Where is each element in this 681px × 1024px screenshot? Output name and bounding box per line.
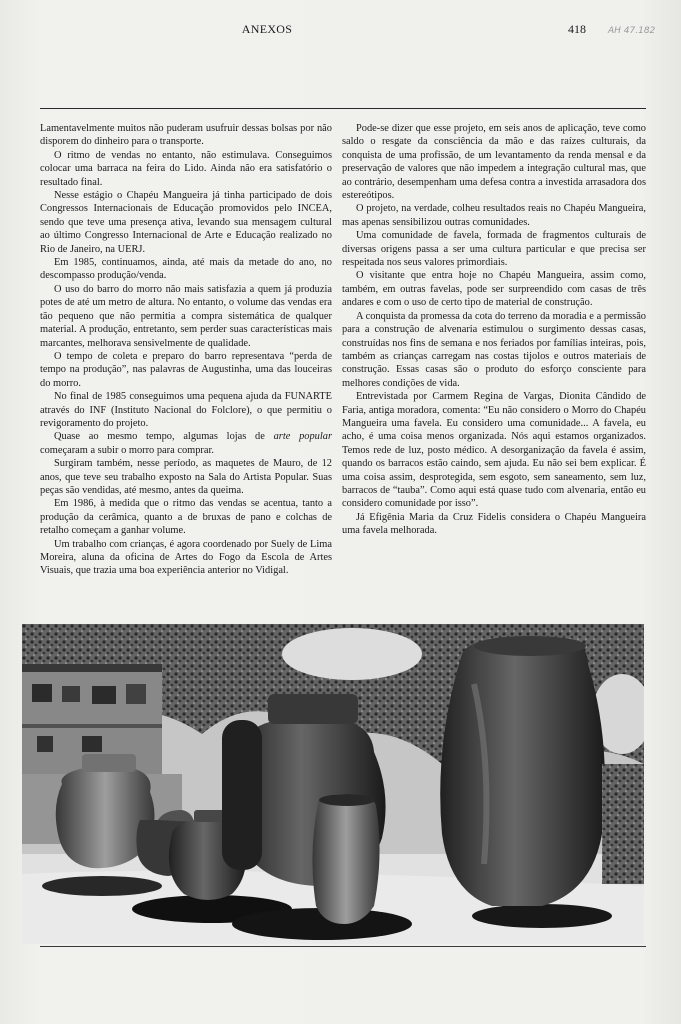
paragraph: Entrevistada por Carmem Regina de Vargas, Dionita Cândido de Faria, antiga moradora, comenta: “Eu não considero o Morro do Chapéu Mangueira uma favela. Eu considero uma comunidade... A favela, eu acho, é uma coisa menos organizada. Nós aqui estamos organizados. Temos rede de luz, posto médico. A desorganização da favela é assim, quando os barracos estão caindo, sem ajuda. Eu não sei bem explicar. É uma coisa assim, desprotegida, sem esgoto, sem saneamento, sem luz, barracos de “tauba”. Como aqui está quase tudo com alvenaria, então eu considero comunidade por isso”. <box>342 391 646 510</box>
paragraph: Um trabalho com crianças, é agora coordenado por Suely de Lima Moreira, aluna da oficina de Artes do Fogo da Escola de Artes Visuais, que trazia uma boa experiência anterior no Vidigal. <box>40 538 332 577</box>
paragraph-text: começaram a subir o morro para comprar. <box>40 444 214 456</box>
paragraph: A conquista da promessa da cota do terreno da moradia e a permissão para a construção de alvenaria estimulou o surgimento dessas casas, construídas nos fins de semana e nos feriados por famílias inteiras, pois, também as crianças carregam nas costas tijolos e outros materiais de construção. Essas casas são o produto do esforço consciente para melhores condições de vida. <box>342 310 646 389</box>
paragraph: O visitante que entra hoje no Chapéu Mangueira, assim como, também, em outras favelas, pode ser surpreendido com casas de três andares e com o uso de certo tipo de material de construção. <box>342 270 646 309</box>
handwritten-pencil-mark: AH 47.182 <box>608 26 656 36</box>
left-text-column <box>40 122 332 578</box>
paragraph: Em 1986, à medida que o ritmo das vendas se acentua, tanto a produção da cerâmica, quanto a de bruxas de pano e colchas de retalho começam a ganhar volume. <box>40 498 332 537</box>
paragraph: O tempo de coleta e preparo do barro representava “perda de tempo na produção”, nas palavras de Augustinha, uma das louceiras do morro. <box>40 350 332 389</box>
right-text-column <box>342 122 646 538</box>
paragraph: Surgiram também, nesse período, as maquetes de Mauro, de 12 anos, que teve seu trabalho exposto na Sala do Artista Popular. Suas peças são vendidas, até mesmo, antes da queima. <box>40 458 332 496</box>
page-number: 418 <box>568 22 586 36</box>
footer-rule <box>40 946 646 947</box>
paragraph <box>40 430 332 457</box>
paragraph: O projeto, na verdade, colheu resultados reais no Chapéu Mangueira, mas apenas sensibilizou outras comunidades. <box>342 203 646 228</box>
paragraph: Em 1985, continuamos, ainda, até mais da metade do ano, no descompasso produção/venda. <box>40 257 332 282</box>
running-header: ANEXOS <box>241 22 293 36</box>
paragraph-text: Quase ao mesmo tempo, algumas lojas de <box>54 431 274 443</box>
paragraph: O uso do barro do morro não mais satisfazia a quem já produzia potes de até um metro de altura. No entanto, o volume das vendas era tão pequeno que não permitia a compra sistemática de qualquer material. A produção, entretanto, sem perder suas características mais marcantes, melhorava sensivelmente de qualidade. <box>40 283 332 349</box>
paragraph: O ritmo de vendas no entanto, não estimulava. Conseguimos colocar uma barraca na feira do Lido. Ainda não era satisfatório o resultado final. <box>40 149 332 188</box>
paragraph: No final de 1985 conseguimos uma pequena ajuda da FUNARTE através do INF (Instituto Nacional do Folclore), o que permitiu o revigoramento do projeto. <box>40 391 332 429</box>
ceramic-pots-photo <box>22 624 644 944</box>
paragraph: Já Efigênia Maria da Cruz Fidelis considera o Chapéu Mangueira uma favela melhorada. <box>342 511 646 537</box>
header-rule <box>40 108 646 109</box>
italic-term: arte popular <box>273 431 332 443</box>
paragraph: Nesse estágio o Chapéu Mangueira já tinha participado de dois Congressos Internacionais de Educação promovidos pelo INCEA, sendo que teve uma presença ativa, levando sua mensagem cultural ao último Congresso Internacional de Arte e Educação realizado no Rio de Janeiro, na UERJ. <box>40 190 332 255</box>
paragraph: Lamentavelmente muitos não puderam usufruir dessas bolsas por não disporem do dinheiro para o transporte. <box>40 123 332 148</box>
paragraph: Pode-se dizer que esse projeto, em seis anos de aplicação, teve como saldo o resgate da consciência da mão e das raízes culturais, da conquista de uma profissão, de um levantamento da renda mensal e da preservação de valores que não impedem a integração cultural mas, que ao contrário, desempenham uma defesa contra a investida arrasadora dos estereótipos. <box>342 123 646 202</box>
paragraph: Uma comunidade de favela, formada de fragmentos culturais de diversas origens passa a ser uma cultura particular e que precisa ser respeitada nos seus valores primordiais. <box>342 230 646 269</box>
